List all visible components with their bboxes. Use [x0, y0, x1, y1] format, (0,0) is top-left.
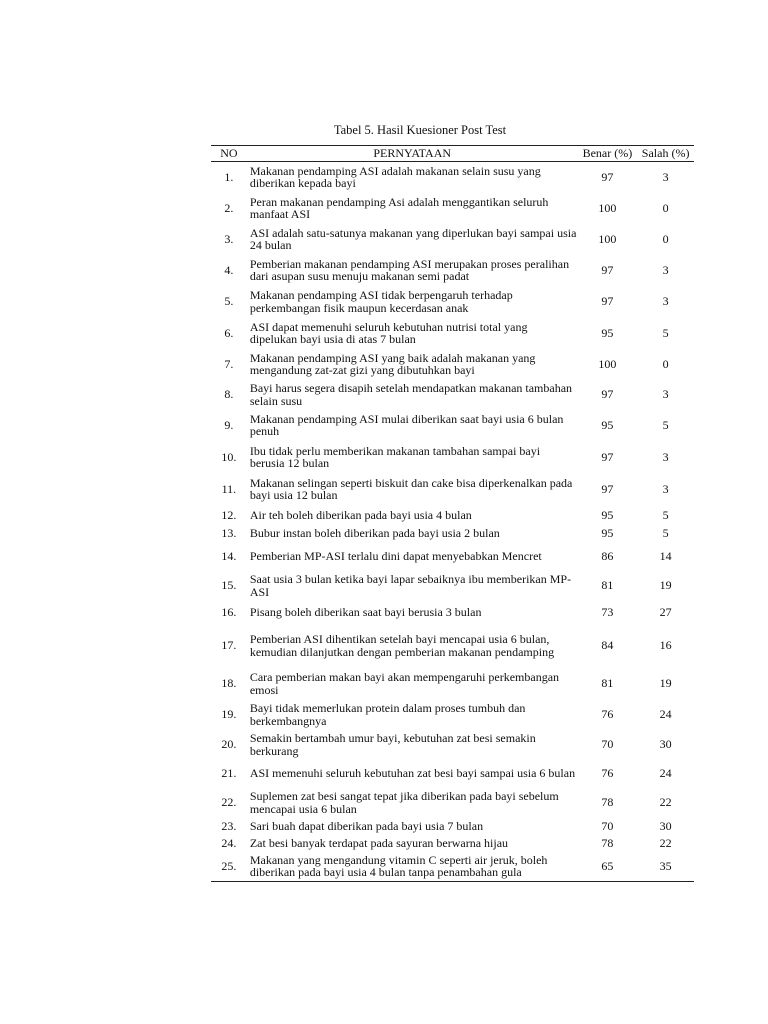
table-row: [211, 601, 694, 624]
row-wrong-percent: 3: [662, 387, 669, 402]
table-row: [211, 193, 694, 224]
table-row: [211, 224, 694, 255]
row-statement: Makanan pendamping ASI tidak berpengaruh terhadap perkembangan fisik maupun kecerdasan anak: [249, 288, 513, 315]
row-wrong-percent: 5: [662, 325, 669, 340]
row-correct-percent: 95: [601, 417, 614, 432]
row-wrong-percent: 3: [662, 294, 669, 309]
row-statement: Ibu tidak perlu memberikan makanan tambahan sampai bayi berusia 12 bulan: [249, 443, 541, 470]
row-wrong-percent: 5: [662, 417, 669, 432]
row-number: 3.: [224, 231, 234, 246]
row-correct-percent: 97: [601, 449, 614, 464]
row-number: 15.: [221, 578, 237, 593]
row-wrong-percent: 3: [662, 262, 669, 277]
header-wrong: Salah (%): [637, 146, 694, 162]
row-number: 7.: [224, 356, 234, 371]
row-number: 6.: [224, 325, 234, 340]
row-wrong-percent: 14: [659, 548, 672, 563]
row-correct-percent: 100: [598, 231, 617, 246]
table-header-row: [211, 146, 694, 162]
row-number: 13.: [221, 526, 237, 541]
row-correct-percent: 86: [601, 548, 614, 563]
row-correct-percent: 95: [601, 526, 614, 541]
table-row: [211, 835, 694, 852]
table-row: [211, 542, 694, 571]
row-statement: Makanan pendamping ASI yang baik adalah makanan yang mengandung zat-zat gizi yang dibutuhkan bayi: [249, 350, 536, 377]
row-wrong-percent: 24: [659, 766, 672, 781]
row-wrong-percent: 16: [659, 638, 672, 653]
row-number: 2.: [224, 200, 234, 215]
row-number: 18.: [221, 676, 237, 691]
table-row: [211, 624, 694, 668]
row-correct-percent: 95: [601, 325, 614, 340]
row-number: 19.: [221, 707, 237, 722]
table-row: [211, 505, 694, 526]
row-statement: ASI dapat memenuhi seluruh kebutuhan nutrisi total yang dipelukan bayi usia di atas 7 bulan: [249, 319, 528, 346]
table-caption: Tabel 5. Hasil Kuesioner Post Test: [333, 123, 507, 137]
row-statement: Semakin bertambah umur bayi, kebutuhan zat besi semakin berkurang: [249, 731, 536, 758]
row-statement: Suplemen zat besi sangat tepat jika diberikan pada bayi sebelum mencapai usia 6 bulan: [249, 789, 559, 816]
row-correct-percent: 95: [601, 507, 614, 522]
row-number: 21.: [221, 766, 237, 781]
table-row: [211, 526, 694, 542]
row-wrong-percent: 3: [662, 170, 669, 184]
row-number: 16.: [221, 604, 237, 619]
row-correct-percent: 73: [601, 604, 614, 619]
row-statement: Makanan selingan seperti biskuit dan cake bisa diperkenalkan pada bayi usia 12 bulan: [249, 475, 573, 502]
row-number: 5.: [224, 294, 234, 309]
row-statement: Pemberian makanan pendamping ASI merupakan proses peralihan dari asupan susu menuju makanan semi padat: [249, 256, 570, 283]
row-correct-percent: 97: [601, 170, 614, 184]
row-number: 1.: [224, 170, 234, 184]
row-correct-percent: 97: [601, 294, 614, 309]
row-statement: Zat besi banyak terdapat pada sayuran berwarna hijau: [249, 835, 509, 850]
row-wrong-percent: 3: [662, 481, 669, 496]
table-row: [211, 730, 694, 760]
row-number: 25.: [211, 852, 247, 882]
row-correct-percent: 76: [601, 766, 614, 781]
table-row: [211, 286, 694, 318]
row-correct-percent: 70: [601, 737, 614, 752]
row-wrong-percent: 19: [659, 578, 672, 593]
row-number: 20.: [221, 737, 237, 752]
row-correct-percent: 100: [598, 356, 617, 371]
row-wrong-percent: 27: [659, 604, 672, 619]
table-row: [211, 760, 694, 788]
table-row: [211, 349, 694, 380]
row-statement: Pisang boleh diberikan saat bayi berusia 3 bulan: [249, 604, 482, 619]
row-correct-percent: 78: [601, 795, 614, 810]
row-wrong-percent: 5: [662, 526, 669, 541]
table-row: [211, 255, 694, 286]
row-statement: Peran makanan pendamping Asi adalah menggantikan seluruh manfaat ASI: [249, 194, 549, 221]
row-correct-percent: 97: [601, 481, 614, 496]
table-row: [211, 700, 694, 730]
row-correct-percent: 81: [601, 676, 614, 691]
row-number: 10.: [221, 449, 237, 464]
row-statement: Cara pemberian makan bayi akan mempengaruhi perkembangan emosi: [249, 670, 560, 697]
row-statement: Air teh boleh diberikan pada bayi usia 4 bulan: [249, 507, 472, 522]
row-statement: Pemberian ASI dihentikan setelah bayi mencapai usia 6 bulan, kemudian dilanjutkan dengan pemberian makanan pendamping: [249, 632, 555, 659]
table-row: [211, 318, 694, 349]
row-number: 23.: [221, 818, 237, 833]
row-statement: Bayi tidak memerlukan protein dalam proses tumbuh dan berkembangnya: [249, 701, 526, 728]
row-wrong-percent: 0: [662, 356, 669, 371]
table-row: [211, 668, 694, 700]
row-number: 4.: [224, 262, 234, 277]
row-statement: Bubur instan boleh diberikan pada bayi usia 2 bulan: [249, 526, 500, 541]
row-number: 14.: [221, 548, 237, 563]
row-statement: ASI adalah satu-satunya makanan yang diperlukan bayi sampai usia 24 bulan: [249, 225, 577, 252]
row-statement: Makanan pendamping ASI adalah makanan selain susu yang diberikan kepada bayi: [249, 163, 541, 191]
table-row: [211, 162, 694, 193]
row-correct-percent: 70: [601, 818, 614, 833]
table-row: [211, 818, 694, 835]
table-row: [211, 380, 694, 410]
table-row: [211, 852, 694, 882]
row-statement: Makanan pendamping ASI mulai diberikan saat bayi usia 6 bulan penuh: [249, 411, 564, 438]
row-wrong-percent: 30: [659, 818, 672, 833]
row-correct-percent: 97: [601, 387, 614, 402]
row-number: 24.: [221, 835, 237, 850]
questionnaire-table: [211, 145, 694, 882]
row-statement: Sari buah dapat diberikan pada bayi usia 7 bulan: [249, 818, 484, 833]
row-statement: Bayi harus segera disapih setelah mendapatkan makanan tambahan selain susu: [249, 381, 573, 408]
row-number: 17.: [221, 638, 237, 653]
row-statement: ASI memenuhi seluruh kebutuhan zat besi bayi sampai usia 6 bulan: [249, 766, 576, 781]
row-correct-percent: 81: [601, 578, 614, 593]
header-statement: PERNYATAAN: [247, 146, 578, 162]
row-statement: Pemberian MP-ASI terlalu dini dapat menyebabkan Mencret: [249, 548, 542, 563]
row-wrong-percent: 3: [662, 449, 669, 464]
row-number: 22.: [221, 795, 237, 810]
row-wrong-percent: 35: [637, 852, 694, 882]
row-wrong-percent: 5: [662, 507, 669, 522]
table-row: [211, 474, 694, 505]
row-number: 8.: [224, 387, 234, 402]
row-correct-percent: 65: [578, 852, 638, 882]
row-correct-percent: 76: [601, 707, 614, 722]
row-correct-percent: 78: [601, 835, 614, 850]
header-no: NO: [211, 146, 247, 162]
row-wrong-percent: 24: [659, 707, 672, 722]
row-wrong-percent: 0: [662, 200, 669, 215]
row-wrong-percent: 22: [659, 795, 672, 810]
row-number: 11.: [221, 481, 237, 496]
row-wrong-percent: 30: [659, 737, 672, 752]
table-row: [211, 441, 694, 474]
table-row: [211, 788, 694, 818]
row-correct-percent: 100: [598, 200, 617, 215]
row-statement: Saat usia 3 bulan ketika bayi lapar sebaiknya ibu memberikan MP-ASI: [249, 572, 572, 599]
row-wrong-percent: 22: [659, 835, 672, 850]
table-row: [211, 410, 694, 441]
table-row: [211, 571, 694, 601]
row-correct-percent: 97: [601, 262, 614, 277]
row-statement: Makanan yang mengandung vitamin C seperti air jeruk, boleh diberikan pada bayi usia 4 bulan tanpa penambahan gula: [247, 852, 578, 882]
row-number: 9.: [224, 417, 234, 432]
row-number: 12.: [221, 507, 237, 522]
header-correct: Benar (%): [578, 146, 638, 162]
row-correct-percent: 84: [601, 638, 614, 653]
row-wrong-percent: 0: [662, 231, 669, 246]
row-wrong-percent: 19: [659, 676, 672, 691]
